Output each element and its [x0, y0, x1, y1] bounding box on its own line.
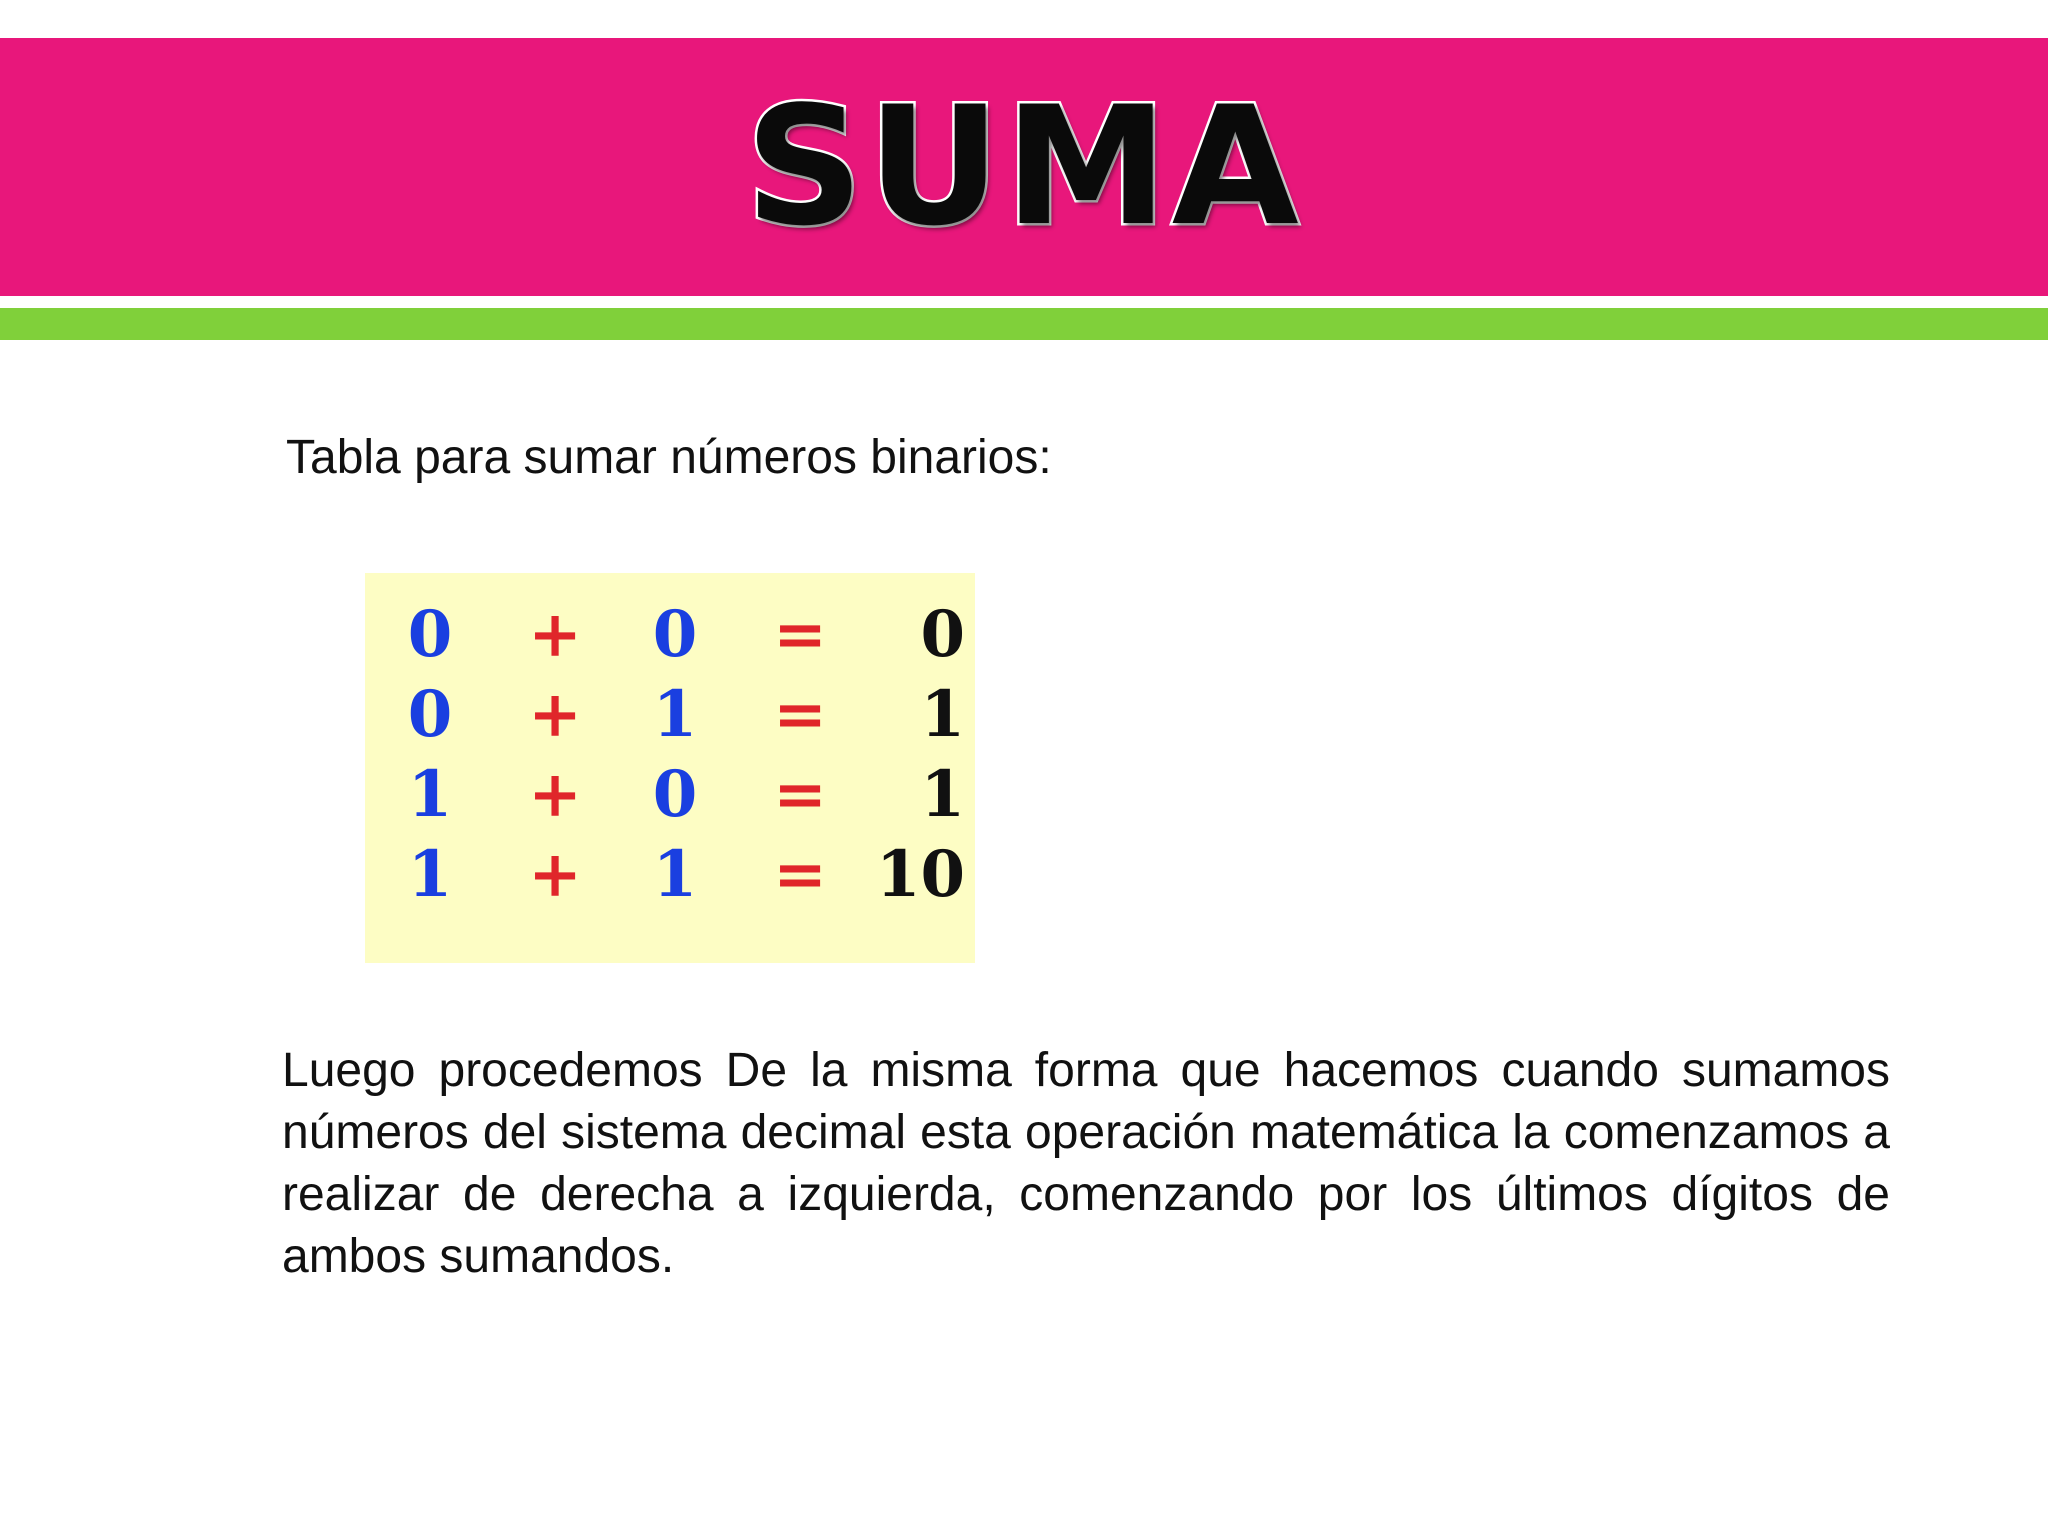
table-row: [365, 755, 975, 835]
equals-sign: =: [773, 597, 827, 672]
binary-addition-table: [365, 573, 975, 963]
addend-b: 1: [652, 837, 698, 912]
plus-sign: +: [528, 597, 582, 672]
table-row: [365, 595, 975, 675]
addend-a: 0: [407, 597, 453, 672]
title-band: [0, 38, 2048, 296]
intro-text: Tabla para sumar números binarios:: [286, 431, 1052, 484]
sum-result: 1: [920, 757, 965, 832]
plus-sign: +: [528, 677, 582, 752]
equals-sign: =: [773, 757, 827, 832]
table-row: [365, 835, 975, 915]
plus-sign: +: [528, 837, 582, 912]
addend-b: 0: [652, 757, 698, 832]
addend-a: 0: [407, 677, 453, 752]
addend-a: 1: [407, 757, 453, 832]
body-paragraph: Luego procedemos De la misma forma que hacemos cuando sumamos números del sistema decimal esta operación matemática la comenzamos a realizar de derecha a izquierda, comenzando por los últimos dígitos de ambos sumandos.: [282, 1044, 1890, 1283]
table-row: [365, 675, 975, 755]
plus-sign: +: [528, 757, 582, 832]
accent-bar: [0, 308, 2048, 340]
equals-sign: =: [773, 837, 827, 912]
sum-result: 10: [875, 837, 965, 912]
addend-b: 1: [652, 677, 698, 752]
equals-sign: =: [773, 677, 827, 752]
sum-result: 0: [920, 597, 965, 672]
addend-a: 1: [407, 837, 453, 912]
slide-title: SUMA: [745, 71, 1303, 262]
sum-result: 1: [920, 677, 965, 752]
addend-b: 0: [652, 597, 698, 672]
